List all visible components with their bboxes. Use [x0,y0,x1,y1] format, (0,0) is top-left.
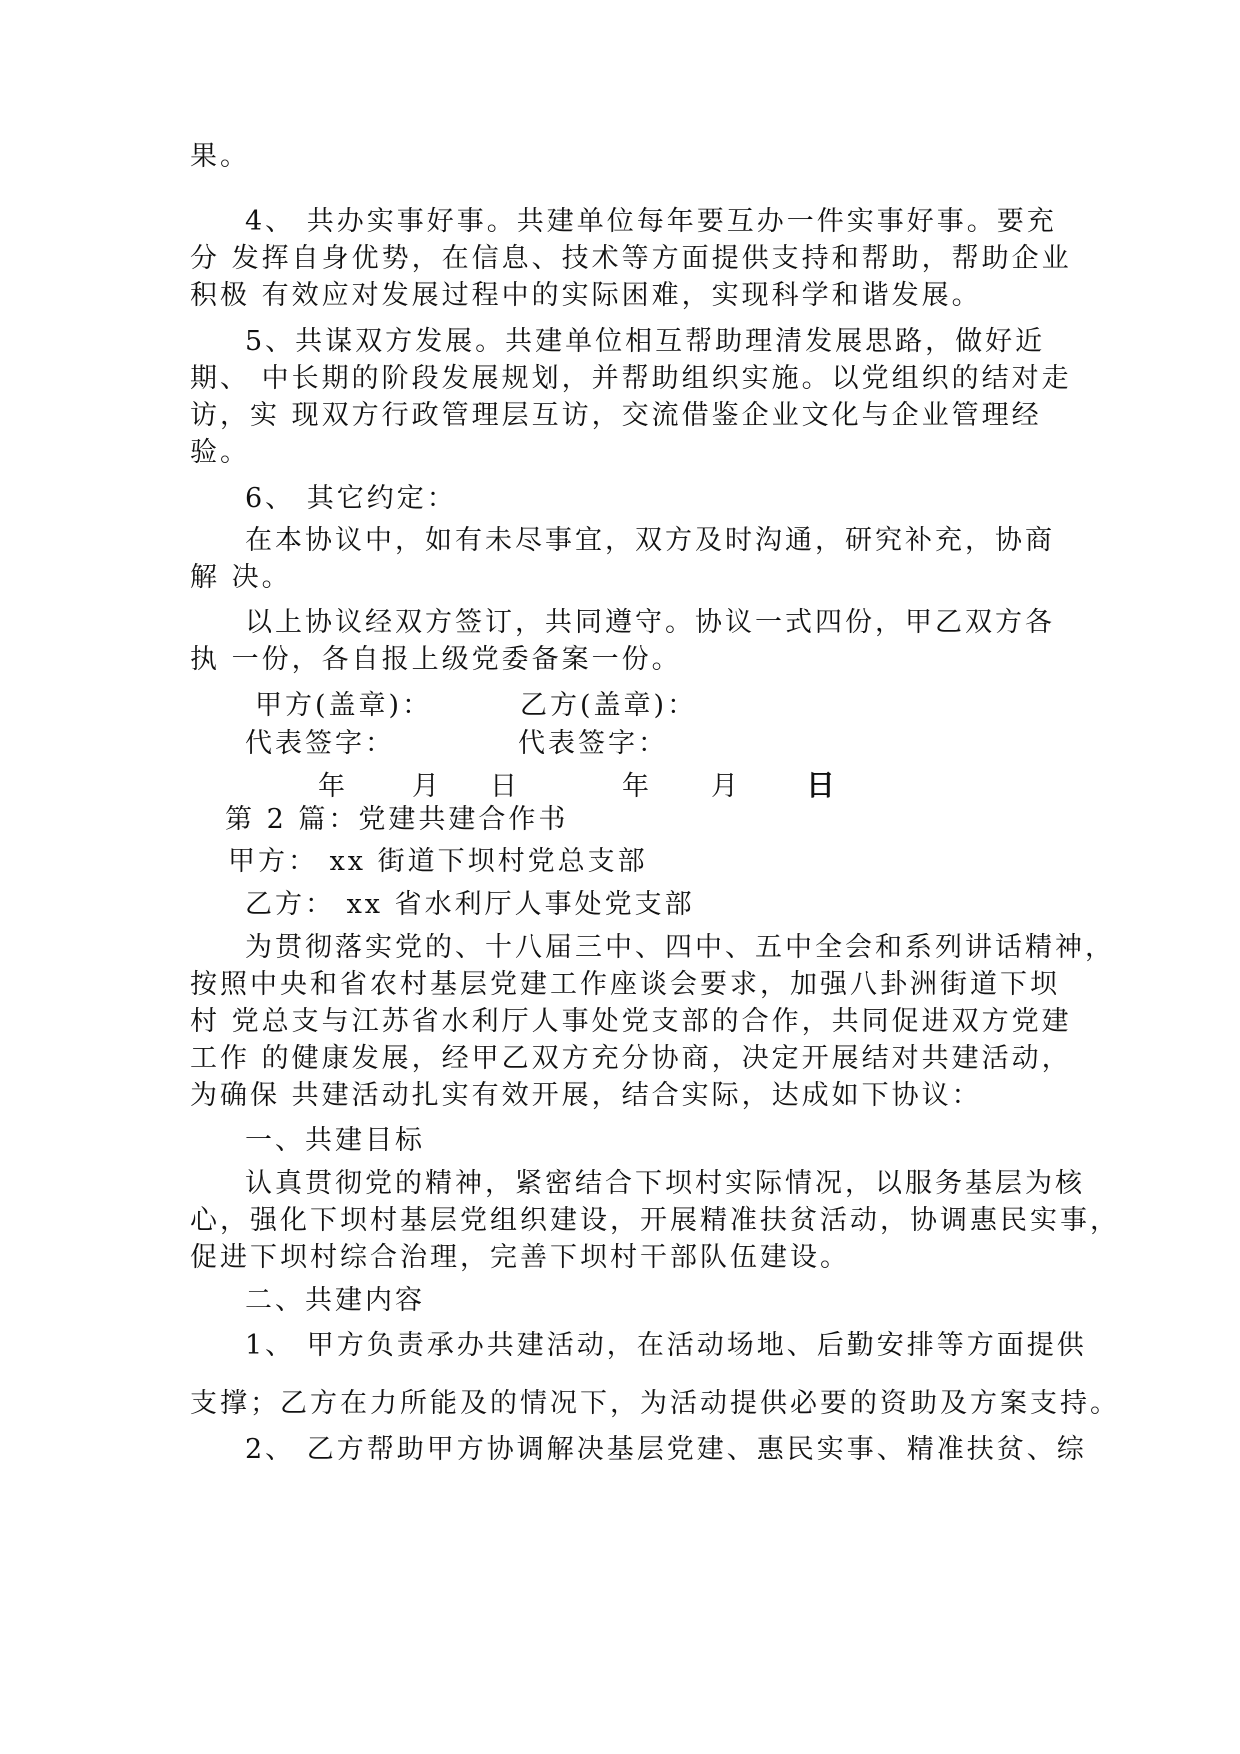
text-line: 2、 乙方帮助甲方协调解决基层党建、惠民实事、精准扶贫、综 [245,1434,1087,1465]
text-line: 积极 有效应对发展过程中的实际困难，实现科学和谐发展。 [190,280,982,311]
text-line: 1、 甲方负责承办共建活动，在活动场地、后勤安排等方面提供 [245,1330,1087,1361]
section-heading: 二、共建内容 [245,1285,425,1316]
text-line: 果。 [190,141,250,172]
party-a-representative-label: 代表签字： [245,728,395,759]
text-line: 促进下坝村综合治理，完善下坝村干部队伍建设。 [190,1242,850,1273]
text-line: 村 党总支与江苏省水利厅人事处党支部的合作，共同促进双方党建 [190,1006,1072,1037]
text-line: 分 发挥自身优势，在信息、技术等方面提供支持和帮助，帮助企业 [190,243,1072,274]
text-line: 为贯彻落实党的、十八届三中、四中、五中全会和系列讲话精神， [245,932,1115,963]
party-b-name: 乙方： xx 省水利厅人事处党支部 [245,889,695,920]
text-line: 为确保 共建活动扎实有效开展，结合实际，达成如下协议： [190,1080,982,1111]
section-heading: 一、共建目标 [245,1125,425,1156]
text-line: 验。 [190,437,250,468]
date-year-b: 年 [622,771,652,802]
section-title: 第 2 篇：党建共建合作书 [225,804,569,835]
text-line: 支撑；乙方在力所能及的情况下，为活动提供必要的资助及方案支持。 [190,1388,1120,1419]
party-a-seal-label: 甲方(盖章)： [255,690,433,721]
text-line: 6、 其它约定： [245,483,457,514]
date-month-a: 月 [412,771,442,802]
party-b-representative-label: 代表签字： [518,728,668,759]
text-line: 以上协议经双方签订，共同遵守。协议一式四份，甲乙双方各 [245,607,1055,638]
text-line: 访，实 现双方行政管理层互访，交流借鉴企业文化与企业管理经 [190,400,1042,431]
party-a-name: 甲方： xx 街道下坝村党总支部 [228,846,648,877]
date-day-b: 日 [806,768,839,802]
text-line: 4、 共办实事好事。共建单位每年要互办一件实事好事。要充 [245,206,1057,237]
text-line: 执 一份，各自报上级党委备案一份。 [190,644,682,675]
text-line: 心，强化下坝村基层党组织建设，开展精准扶贫活动，协调惠民实事， [190,1205,1120,1236]
date-month-b: 月 [711,771,741,802]
text-line: 解 决。 [190,562,292,593]
date-year-a: 年 [318,771,348,802]
text-line: 工作 的健康发展，经甲乙双方充分协商，决定开展结对共建活动， [190,1043,1072,1074]
text-line: 认真贯彻党的精神，紧密结合下坝村实际情况，以服务基层为核 [245,1168,1085,1199]
text-line: 期、 中长期的阶段发展规划，并帮助组织实施。以党组织的结对走 [190,363,1072,394]
date-day-a: 日 [490,771,520,802]
party-b-seal-label: 乙方(盖章)： [520,690,698,721]
text-line: 在本协议中，如有未尽事宜，双方及时沟通，研究补充，协商 [245,525,1055,556]
text-line: 5、共谋双方发展。共建单位相互帮助理清发展思路，做好近 [245,326,1046,357]
text-line: 按照中央和省农村基层党建工作座谈会要求，加强八卦洲街道下坝 [190,969,1060,1000]
